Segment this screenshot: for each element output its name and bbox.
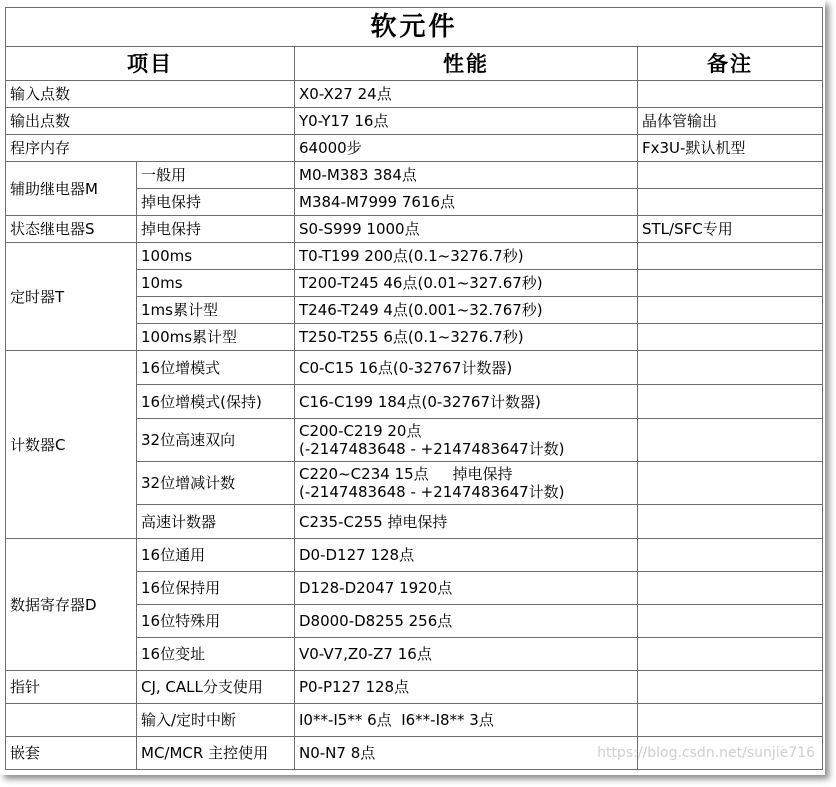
row-sub-label: 10ms <box>137 270 295 297</box>
performance-line: (-2147483648 - +2147483647计数) <box>299 440 565 458</box>
row-note <box>638 539 823 572</box>
row-note <box>638 270 823 297</box>
row-note <box>638 243 823 270</box>
row-performance: 64000步 <box>295 135 638 162</box>
table-row <box>6 351 823 385</box>
row-sub-label: 100ms累计型 <box>137 324 295 351</box>
row-performance: M384-M7999 7616点 <box>295 189 638 216</box>
row-performance: C235-C255 掉电保持 <box>295 505 638 539</box>
row-note: STL/SFC专用 <box>638 216 823 243</box>
table-row <box>6 81 823 108</box>
row-performance: N0-N7 8点 <box>295 737 638 770</box>
row-sub-label: 32位高速双向 <box>137 419 295 462</box>
row-performance: X0-X27 24点 <box>295 81 638 108</box>
row-note <box>638 605 823 638</box>
row-sub-label: 16位保持用 <box>137 572 295 605</box>
row-performance: C16-C199 184点(0-32767计数器) <box>295 385 638 419</box>
row-label: 指针 <box>6 671 137 704</box>
row-note <box>638 324 823 351</box>
table-row <box>6 539 823 572</box>
row-label: 输入点数 <box>6 81 295 108</box>
row-sub-label: 16位增模式 <box>137 351 295 385</box>
row-sub-label: 掉电保持 <box>137 189 295 216</box>
row-performance: S0-S999 1000点 <box>295 216 638 243</box>
row-note <box>638 419 823 462</box>
row-note <box>638 505 823 539</box>
table-row <box>6 216 823 243</box>
row-note <box>638 189 823 216</box>
row-performance: M0-M383 384点 <box>295 162 638 189</box>
row-note <box>638 297 823 324</box>
table-row <box>6 108 823 135</box>
row-note: Fx3U-默认机型 <box>638 135 823 162</box>
header-row <box>6 47 823 81</box>
row-performance: V0-V7,Z0-Z7 16点 <box>295 638 638 671</box>
row-sub-label: 32位增减计数 <box>137 462 295 505</box>
row-performance: D128-D2047 1920点 <box>295 572 638 605</box>
table-row <box>6 704 823 737</box>
table-row <box>6 243 823 270</box>
table-row <box>6 135 823 162</box>
title-row <box>6 8 823 47</box>
row-sub-label: CJ, CALL分支使用 <box>137 671 295 704</box>
header-performance: 性能 <box>295 47 638 81</box>
row-performance: C0-C15 16点(0-32767计数器) <box>295 351 638 385</box>
row-label: 输出点数 <box>6 108 295 135</box>
row-sub-label: 高速计数器 <box>137 505 295 539</box>
header-note: 备注 <box>638 47 823 81</box>
table-row <box>6 671 823 704</box>
row-note <box>638 671 823 704</box>
row-label <box>6 704 137 737</box>
table-title: 软元件 <box>6 8 823 47</box>
group-label: 计数器C <box>6 351 137 539</box>
row-label: 状态继电器S <box>6 216 137 243</box>
row-performance: I0**-I5** 6点 I6**-I8** 3点 <box>295 704 638 737</box>
row-performance: D8000-D8255 256点 <box>295 605 638 638</box>
row-note <box>638 704 823 737</box>
performance-line: C200-C219 20点 <box>299 422 422 440</box>
row-performance: T0-T199 200点(0.1~3276.7秒) <box>295 243 638 270</box>
performance-line: (-2147483648 - +2147483647计数) <box>299 483 565 501</box>
row-note <box>638 385 823 419</box>
header-item: 项目 <box>6 47 295 81</box>
row-performance: T246-T249 4点(0.001~32.767秒) <box>295 297 638 324</box>
row-sub-label: 输入/定时中断 <box>137 704 295 737</box>
row-sub-label: 一般用 <box>137 162 295 189</box>
row-performance <box>295 419 638 462</box>
row-sub-label: 掉电保持 <box>137 216 295 243</box>
group-label: 数据寄存器D <box>6 539 137 671</box>
row-note <box>638 351 823 385</box>
row-label: 程序内存 <box>6 135 295 162</box>
row-note <box>638 572 823 605</box>
row-performance: D0-D127 128点 <box>295 539 638 572</box>
row-sub-label: 16位通用 <box>137 539 295 572</box>
row-label: 嵌套 <box>6 737 137 770</box>
watermark: https://blog.csdn.net/sunjie716 <box>597 745 815 761</box>
row-performance: Y0-Y17 16点 <box>295 108 638 135</box>
row-sub-label: 16位特殊用 <box>137 605 295 638</box>
row-performance: P0-P127 128点 <box>295 671 638 704</box>
row-performance: T250-T255 6点(0.1~3276.7秒) <box>295 324 638 351</box>
row-note <box>638 638 823 671</box>
performance-line: C220~C234 15点 掉电保持 <box>299 465 513 483</box>
row-sub-label: 16位变址 <box>137 638 295 671</box>
row-note: 晶体管输出 <box>638 108 823 135</box>
group-label: 辅助继电器M <box>6 162 137 216</box>
row-note <box>638 81 823 108</box>
group-label: 定时器T <box>6 243 137 351</box>
device-table <box>5 7 823 770</box>
row-sub-label: MC/MCR 主控使用 <box>137 737 295 770</box>
row-sub-label: 1ms累计型 <box>137 297 295 324</box>
table-row <box>6 162 823 189</box>
row-performance: T200-T245 46点(0.01~327.67秒) <box>295 270 638 297</box>
row-performance <box>295 462 638 505</box>
row-note <box>638 462 823 505</box>
row-sub-label: 100ms <box>137 243 295 270</box>
row-note <box>638 162 823 189</box>
row-sub-label: 16位增模式(保持) <box>137 385 295 419</box>
